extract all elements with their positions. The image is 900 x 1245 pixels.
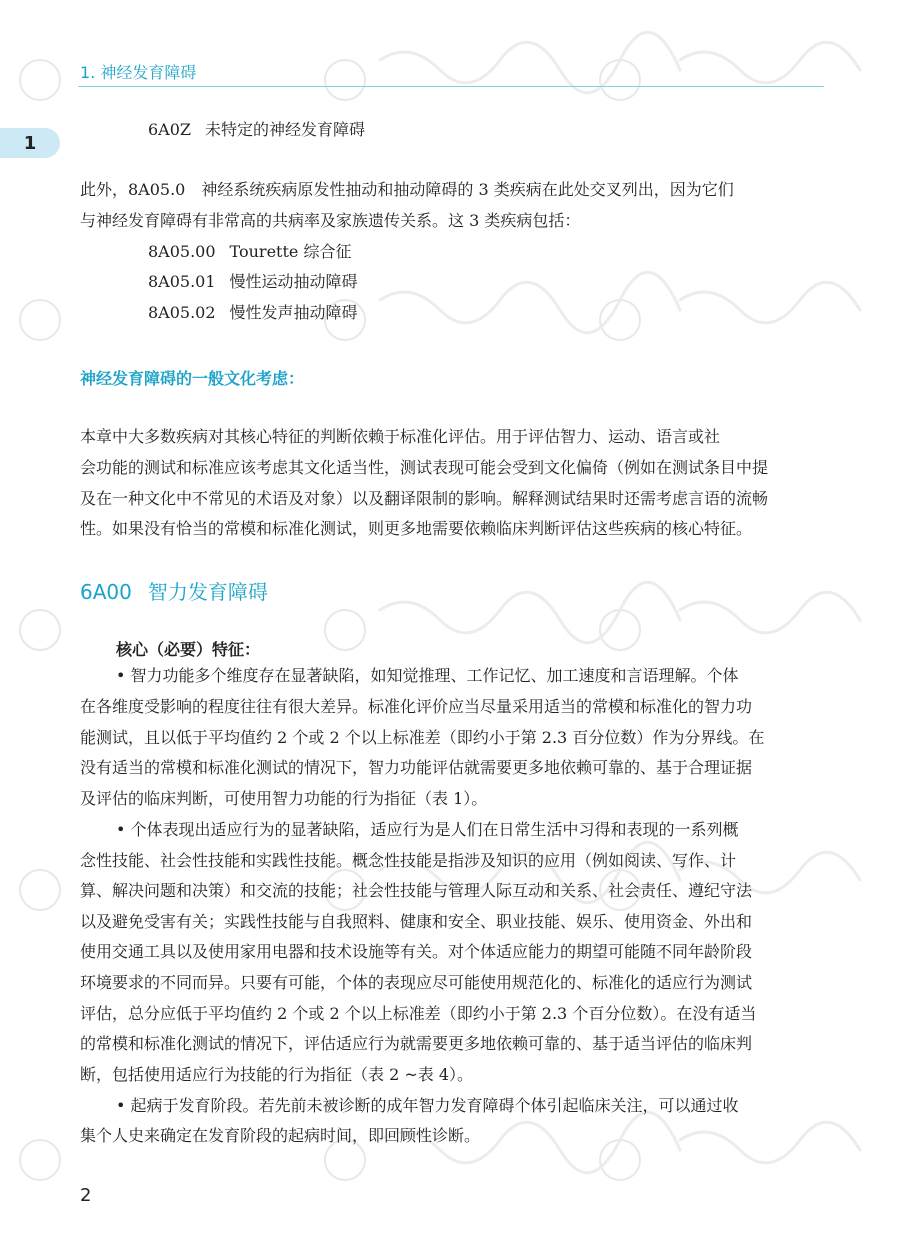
entry-code: 6A0Z <box>148 120 192 139</box>
bullet-line: 及评估的临床判断，可使用智力功能的行为指征（表 1）。 <box>80 789 488 808</box>
list-item-code: 8A05.00 <box>148 242 216 261</box>
paragraph-line: 本章中大多数疾病对其核心特征的判断依赖于标准化评估。用于评估智力、运动、语言或社 <box>80 427 721 446</box>
list-item <box>148 274 358 290</box>
page-number: 2 <box>80 1185 92 1206</box>
paragraph-line: 此外，8A05.0 神经系统疾病原发性抽动和抽动障碍的 3 类疾病在此处交叉列出，因为它们 <box>80 180 734 199</box>
bullet-line: 环境要求的不同而异。只要有可能，个体的表现应尽可能使用规范化的、标准化的适应行为测试 <box>80 973 753 992</box>
list-item-code: 8A05.02 <box>148 303 216 322</box>
paragraph-line: 及在一种文化中不常见的术语及对象）以及翻译限制的影响。解释测试结果时还需考虑言语的流畅 <box>80 489 769 508</box>
list-item-label: 慢性运动抽动障碍 <box>229 272 358 291</box>
list-item <box>148 305 358 321</box>
unspecified-entry <box>148 122 365 138</box>
section-code: 6A00 <box>80 580 132 604</box>
culture-heading: 神经发育障碍的一般文化考虑： <box>80 369 305 388</box>
paragraph-line: 会功能的测试和标准应该考虑其文化适当性，测试表现可能会受到文化偏倚（例如在测试条目中提 <box>80 458 769 477</box>
header-rule <box>78 86 824 87</box>
bullet-line: 断，包括使用适应行为技能的行为指征（表 2 ~表 4）。 <box>80 1065 474 1084</box>
section-name: 智力发育障碍 <box>147 580 268 604</box>
section-title <box>80 576 268 605</box>
chapter-tab: 1 <box>0 128 60 158</box>
bullet-line: • 智力功能多个维度存在显著缺陷，如知觉推理、工作记忆、加工速度和言语理解。个体 <box>116 666 739 685</box>
list-item-label: 慢性发声抽动障碍 <box>229 303 358 322</box>
bullet-line: 算、解决问题和决策）和交流的技能；社会性技能与管理人际互动和关系、社会责任、遵纪守法 <box>80 881 753 900</box>
list-item-label: Tourette 综合征 <box>229 242 352 261</box>
bullet-line: 没有适当的常模和标准化测试的情况下，智力功能评估就需要更多地依赖可靠的、基于合理证据 <box>80 758 753 777</box>
bullet-line: • 个体表现出适应行为的显著缺陷，适应行为是人们在日常生活中习得和表现的一系列概 <box>116 820 739 839</box>
bullet-line: 能测试，且以低于平均值约 2 个或 2 个以上标准差（即约小于第 2.3 百分位数）作为分界线。在 <box>80 728 765 747</box>
bullet-line: • 起病于发育阶段。若先前未被诊断的成年智力发育障碍个体引起临床关注，可以通过收 <box>116 1096 739 1115</box>
core-features-heading: 核心（必要）特征： <box>116 640 261 659</box>
bullet-line: 以及避免受害有关；实践性技能与自我照料、健康和安全、职业技能、娱乐、使用资金、外出和 <box>80 912 753 931</box>
list-item-code: 8A05.01 <box>148 272 216 291</box>
bullet-line: 念性技能、社会性技能和实践性技能。概念性技能是指涉及知识的应用（例如阅读、写作、计 <box>80 851 737 870</box>
bullet-line: 的常模和标准化测试的情况下，评估适应行为就需要更多地依赖可靠的、基于适当评估的临床判 <box>80 1034 753 1053</box>
bullet-line: 评估，总分应低于平均值约 2 个或 2 个以上标准差（即约小于第 2.3 个百分位数）。在没有适当 <box>80 1004 757 1023</box>
bullet-line: 使用交通工具以及使用家用电器和技术设施等有关。对个体适应能力的期望可能随不同年龄阶段 <box>80 942 753 961</box>
bullet-line: 集个人史来确定在发育阶段的起病时间，即回顾性诊断。 <box>80 1126 481 1145</box>
running-head: 1. 神经发育障碍 <box>80 63 197 82</box>
entry-label: 未特定的神经发育障碍 <box>205 120 366 139</box>
bullet-line: 在各维度受影响的程度往往有很大差异。标准化评价应当尽量采用适当的常模和标准化的智力功 <box>80 697 753 716</box>
paragraph-line: 性。如果没有恰当的常模和标准化测试，则更多地需要依赖临床判断评估这些疾病的核心特征。 <box>80 519 753 538</box>
list-item <box>148 244 351 260</box>
paragraph-line: 与神经发育障碍有非常高的共病率及家族遗传关系。这 3 类疾病包括： <box>80 211 581 230</box>
